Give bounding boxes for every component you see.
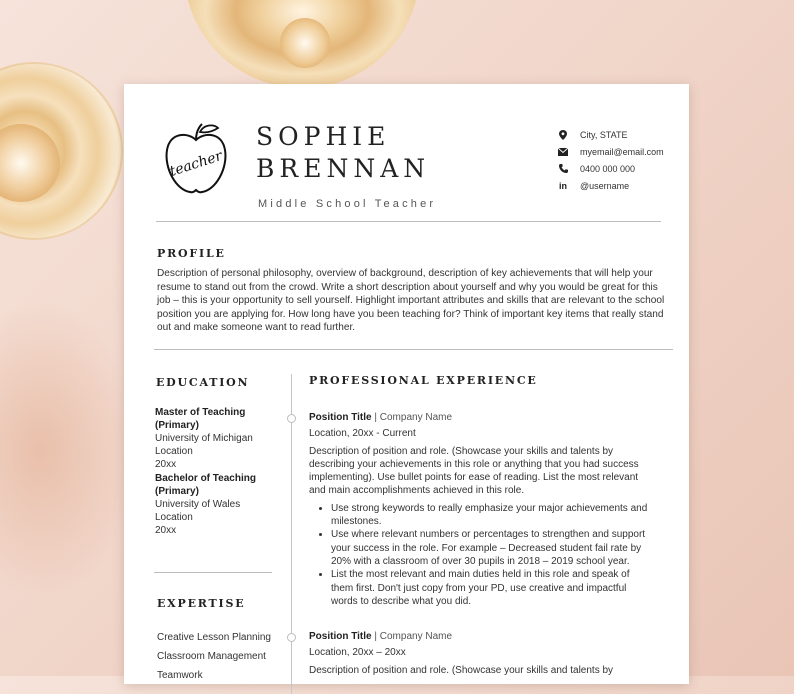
apple-teacher-icon xyxy=(160,120,232,196)
profile-divider xyxy=(154,349,673,350)
contact-email[interactable]: myemail@email.com xyxy=(558,143,664,160)
contact-location: City, STATE xyxy=(558,126,664,143)
expertise-item: Teamwork xyxy=(157,670,203,681)
education-divider xyxy=(154,572,272,573)
resume-page xyxy=(124,84,689,684)
champagne-glass-top-stem xyxy=(280,18,330,68)
envelope-icon xyxy=(558,147,568,157)
experience-entry xyxy=(309,411,654,608)
expertise-heading: EXPERTISE xyxy=(157,597,246,610)
logo-text: teacher xyxy=(167,148,225,180)
contact-block xyxy=(558,126,664,194)
header-divider xyxy=(156,221,661,222)
job-location-dates: Location, 20xx - Current xyxy=(309,428,416,440)
experience-heading: PROFESSIONAL EXPERIENCE xyxy=(309,374,538,387)
linkedin-icon: in xyxy=(559,180,567,191)
timeline-dot xyxy=(287,414,296,423)
last-name: BRENNAN xyxy=(256,154,431,183)
timeline-dot xyxy=(287,633,296,642)
job-bullets xyxy=(309,502,654,608)
profile-text: Description of personal philosophy, overview of background, description of key achievements that will help your resume to stand out from the crowd. Write a short description about yourself and why you would be great for this job – this is your opportunity to sell yourself. Highlight important attributes and skills that are relevant to the school position you are applying for. How long have you been teaching for? Think of important key items that really stand out and make someone want to read further. xyxy=(157,268,665,333)
education-entry: Bachelor of Teaching (Primary) University of Wales Location 20xx xyxy=(155,473,256,536)
location-pin-icon xyxy=(558,130,568,140)
education-heading: EDUCATION xyxy=(156,376,250,389)
job-location-dates: Location, 20xx – 20xx xyxy=(309,647,406,659)
job-heading: Position Title | Company Name xyxy=(309,631,453,642)
contact-linkedin[interactable]: in @username xyxy=(559,180,630,191)
job-description: Description of position and role. (Showcase your skills and talents by xyxy=(309,664,614,676)
job-description: Description of position and role. (Showcase your skills and talents by describing your achievements in this role or anything that you had success implementing). Use bullet points for ease of reading. List the most relevant and main accomplishments achieved in this role. xyxy=(309,445,639,497)
first-name: SOPHIE xyxy=(256,122,391,151)
shadow-decoration xyxy=(0,300,140,600)
list-item: • Use strong keywords to really emphasize your major achievements and milestones. xyxy=(331,502,654,529)
profile-heading: PROFILE xyxy=(157,247,226,260)
job-title: Middle School Teacher xyxy=(258,198,437,210)
contact-phone[interactable]: 0400 000 000 xyxy=(558,160,664,177)
list-item: • List the most relevant and main duties held in this role and speak of them first. Don't just copy from your PD, use creative and impactful words to describe what you did. xyxy=(331,568,654,608)
expertise-item: Creative Lesson Planning xyxy=(157,632,271,643)
experience-entry xyxy=(309,630,654,677)
education-entry: Master of Teaching (Primary) University of Michigan Location 20xx xyxy=(155,407,253,470)
expertise-item: Classroom Management xyxy=(157,651,266,662)
phone-icon xyxy=(558,164,568,174)
job-heading: Position Title | Company Name xyxy=(309,412,453,423)
list-item: • Use where relevant numbers or percentages to strengthen and support your success in the role. For example – Decreased student fail rate by 20% with a classroom of over 30 pupils in 2018 – 2019 school year. xyxy=(331,528,654,568)
